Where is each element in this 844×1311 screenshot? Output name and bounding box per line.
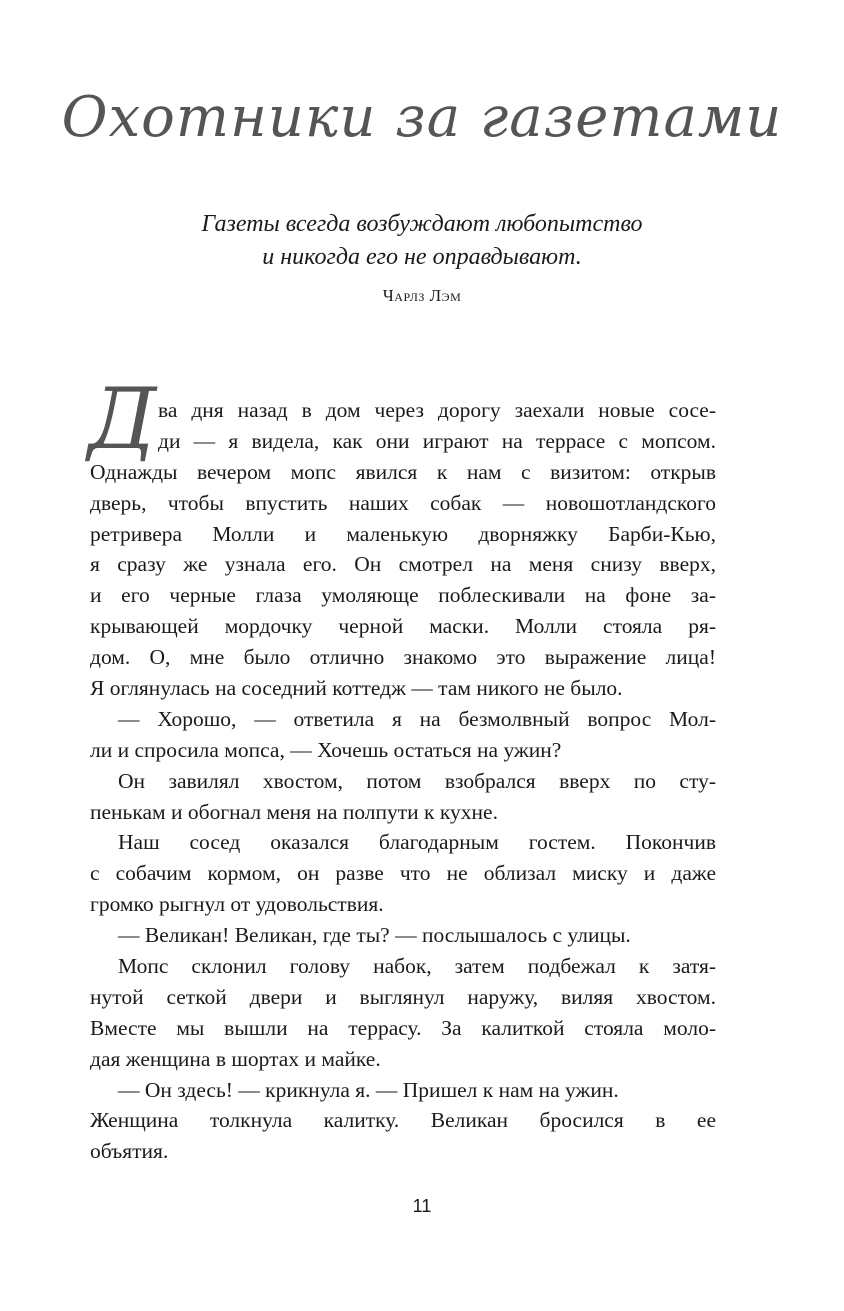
text-line: громко рыгнул от удовольствия. (90, 892, 384, 917)
text-line: дом. О, мне было отлично знакомо это выражение лица! (90, 645, 716, 670)
text-line: Он завилял хвостом, потом взобрался вверх по сту- (118, 768, 716, 793)
text-line: объятия. (90, 1139, 169, 1164)
page-number: 11 (412, 1196, 432, 1216)
text-line: ретривера Молли и маленькую дворняжку Барби-Кью, (90, 521, 716, 546)
text-line: и его черные глаза умоляюще поблескивали на фоне за- (90, 583, 716, 608)
text-line: дая женщина в шортах и майке. (90, 1046, 381, 1071)
text-line: с собачим кормом, он разве что не облизал миску и даже (90, 861, 716, 886)
epigraph-author: Чарлз Лэм (382, 286, 462, 305)
text-line: Однажды вечером мопс явился к нам с визитом: открыв (90, 459, 716, 484)
text-line: крывающей мордочку черной маски. Молли стояла ря- (90, 614, 716, 639)
body-text (88, 370, 716, 1167)
text-line: — Он здесь! — крикнула я. — Пришел к нам на ужин. (118, 1077, 619, 1102)
text-line: я сразу же узнала его. Он смотрел на меня снизу вверх, (90, 552, 716, 577)
text-line: ди — я видела, как они играют на террасе с мопсом. (158, 428, 716, 453)
epigraph-line: и никогда его не оправдывают. (262, 244, 582, 270)
text-line: ли и спросила мопса, — Хочешь остаться на ужин? (90, 737, 562, 762)
text-line: Женщина толкнула калитку. Великан бросился в ее (90, 1108, 716, 1133)
drop-cap: Д (88, 370, 157, 468)
text-line: ва дня назад в дом через дорогу заехали новые сосе- (158, 398, 716, 422)
epigraph-line: Газеты всегда возбуждают любопытство (201, 211, 643, 237)
chapter-title: Охотники за газетами (61, 85, 783, 150)
text-line: нутой сеткой двери и выглянул наружу, виляя хвостом. (90, 984, 716, 1009)
epigraph (0, 208, 844, 274)
text-line: Я оглянулась на соседний коттедж — там никого не было. (90, 676, 623, 701)
text-line: — Великан! Великан, где ты? — послышалось с улицы. (118, 923, 631, 948)
text-line: пенькам и обогнал меня на полпути к кухне. (90, 799, 498, 824)
text-line: Наш сосед оказался благодарным гостем. Покончив (118, 830, 716, 855)
text-line: — Хорошо, — ответила я на безмолвный вопрос Мол- (118, 706, 716, 731)
text-line: Мопс склонил голову набок, затем подбежал к затя- (118, 954, 716, 979)
text-line: Вместе мы вышли на террасу. За калиткой стояла моло- (90, 1015, 716, 1040)
text-line: дверь, чтобы впустить наших собак — новошотландского (90, 490, 716, 515)
